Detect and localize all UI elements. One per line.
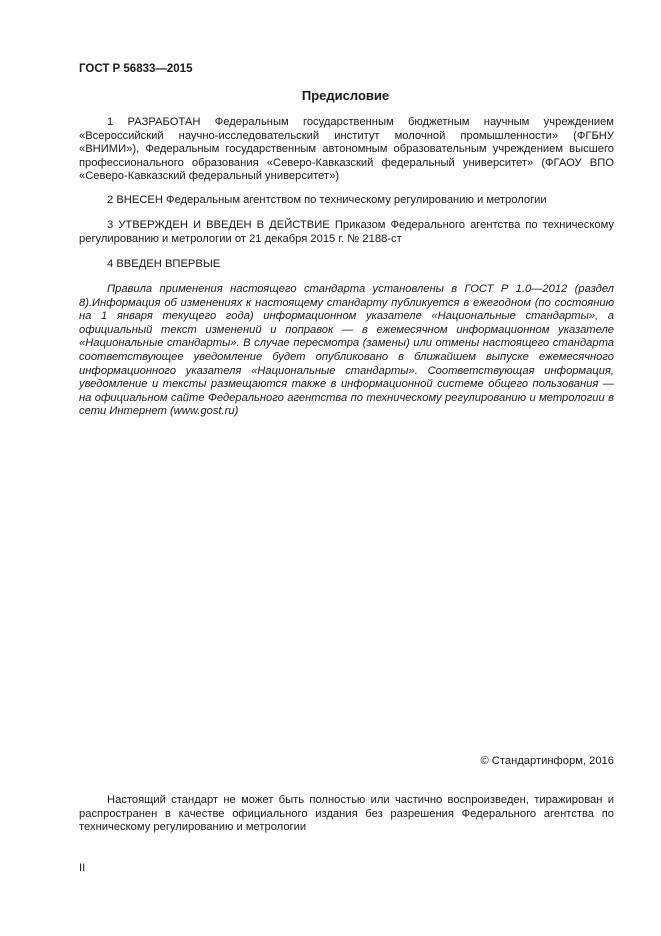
paragraph-approved: [79, 219, 614, 246]
paragraph-3-text: 3 УТВЕРЖДЕН И ВВЕДЕН В ДЕЙСТВИЕ Приказом Федерального агентства по техническому регулированию и метрологии от 21 декабря 2015 г. № 2188-ст: [79, 219, 614, 245]
reproduction-notice: Настоящий стандарт не может быть полностью или частично воспроизведен, тиражирован и распространен в качестве официального издания без разрешения Федерального агентства по техническому регулированию и метрологии: [79, 794, 614, 834]
paragraph-application-rules: [79, 283, 614, 419]
document-code: ГОСТ Р 56833—2015: [79, 63, 193, 75]
page-number: II: [79, 862, 86, 874]
copyright-line: © Стандартинформ, 2016: [480, 755, 614, 767]
paragraph-introduced-by: [79, 194, 614, 208]
paragraph-5-text: Правила применения настоящего стандарта установлены в ГОСТ Р 1.0—2012 (раздел 8).Информация об изменениях к настоящему стандарту публикуется в ежегодном (по состоянию на 1 января текущего года) информационном указателе «Национальные стандарты», а официальный текст изменений и поправок — в ежемесячном информационном указателе «Национальные стандарты». В случае пересмотра (замены) или отмены настоящего стандарта соответствующее уведомление будет опубликовано в ближайшем выпуске ежемесячного информационного указателя «Национальные стандарты». Соответствующая информация, уведомление и тексты размещаются также в информационной системе общего пользования — на официальном сайте Федерального агентства по техническому регулированию и метрологии в сети Интернет (www.gost.ru): [79, 283, 614, 418]
paragraph-2-text: 2 ВНЕСЕН Федеральным агентством по техническому регулированию и метрологии: [107, 194, 547, 206]
paragraph-4-text: 4 ВВЕДЕН ВПЕРВЫЕ: [107, 258, 221, 270]
paragraph-1-text: 1 РАЗРАБОТАН Федеральным государственным бюджетным научным учреждением «Всероссийский научно-исследовательский институт молочной промышленности» (ФГБНУ «ВНИМИ»), Федеральным государственным автономным образовательным учреждением высшего профессионального образования «Северо-Кавказский федеральный университет» (ФГАОУ ВПО «Северо-Кавказский федеральный университет»): [79, 116, 614, 183]
section-title: Предисловие: [301, 88, 390, 103]
paragraph-first-introduced: [79, 258, 614, 272]
paragraph-developed-by: [79, 116, 614, 184]
